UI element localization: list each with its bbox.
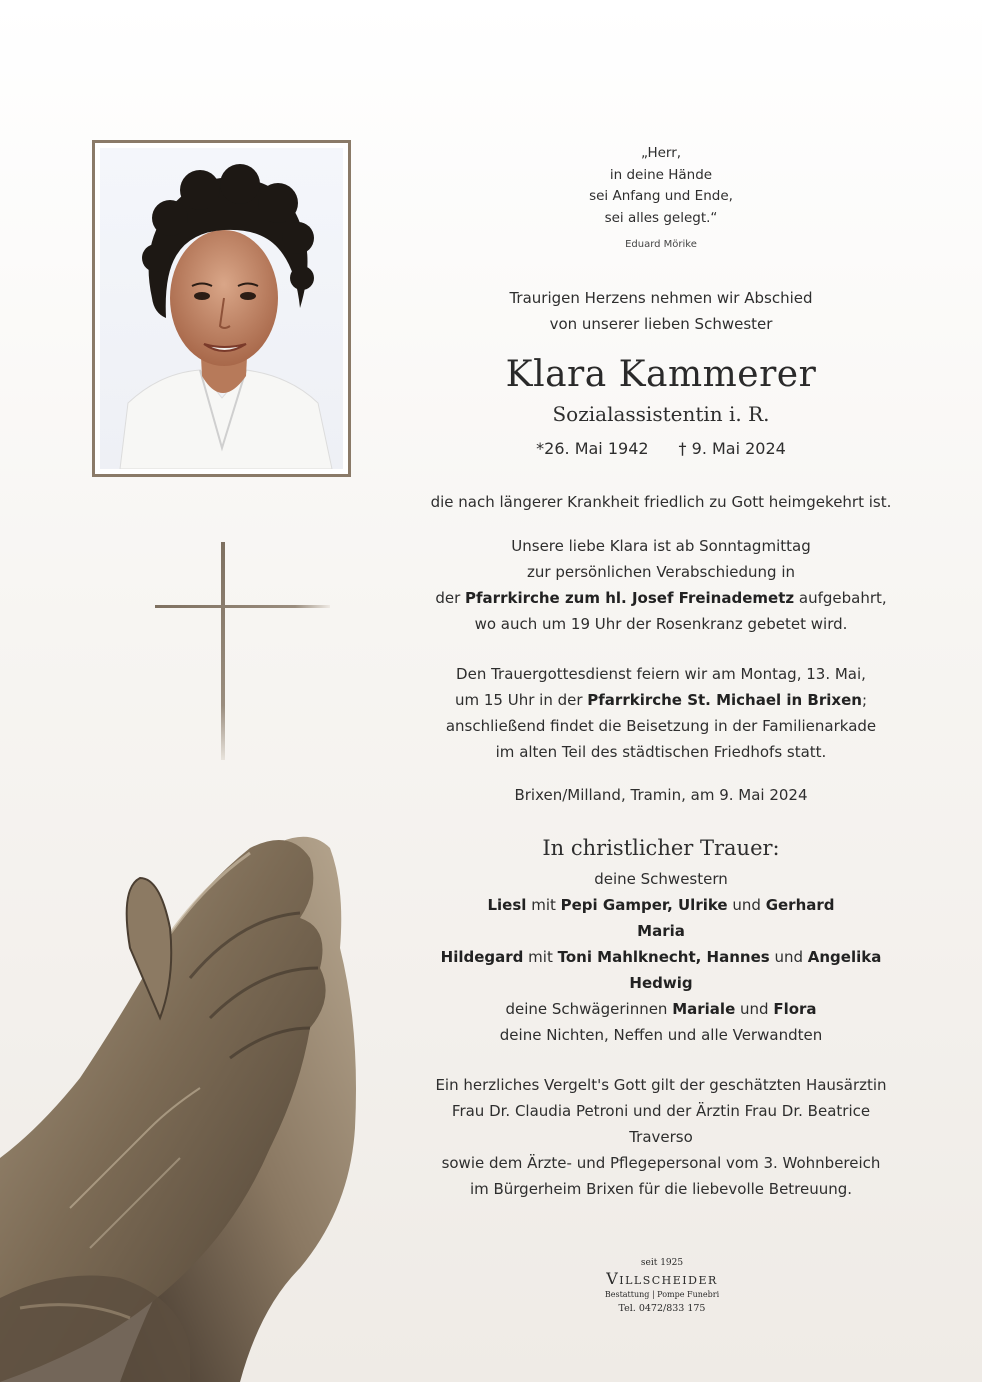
logo-subtitle: Bestattung | Pompe Funebri bbox=[604, 1290, 720, 1299]
funeral-line: im alten Teil des städtischen Friedhofs statt. bbox=[495, 743, 827, 761]
intro-text bbox=[420, 285, 902, 337]
mourner-connector: und bbox=[727, 896, 766, 914]
life-dates bbox=[420, 436, 902, 462]
wake-line: zur persönlichen Verabschiedung in bbox=[527, 563, 795, 581]
thanks-line: sowie dem Ärzte- und Pflegepersonal vom 3. Wohnbereich bbox=[441, 1154, 881, 1172]
mourners-line bbox=[420, 944, 902, 970]
mourning-title: In christlicher Trauer: bbox=[542, 836, 780, 860]
wake-line: wo auch um 19 Uhr der Rosenkranz gebetet wird. bbox=[474, 615, 848, 633]
deceased-name: Klara Kammerer bbox=[505, 354, 817, 395]
mourner-connector: und bbox=[769, 948, 808, 966]
funeral-line bbox=[420, 687, 902, 713]
wake-line bbox=[420, 585, 902, 611]
quote-author: Eduard Mörike bbox=[625, 239, 697, 250]
thanks-line: Ein herzliches Vergelt's Gott gilt der geschätzten Hausärztin bbox=[435, 1076, 887, 1094]
mourner-name: Hedwig bbox=[629, 974, 693, 992]
mourner-connector: mit bbox=[523, 948, 558, 966]
funeral-text: ; bbox=[861, 691, 867, 709]
wake-church: Pfarrkirche zum hl. Josef Freinademetz bbox=[465, 589, 795, 607]
quote-line: sei Anfang und Ende, bbox=[589, 188, 733, 204]
mourner-name: Hildegard bbox=[440, 948, 524, 966]
funeral-info bbox=[420, 661, 902, 765]
portrait-photo bbox=[100, 148, 343, 469]
mourner-name: Toni Mahlknecht, Hannes bbox=[557, 948, 770, 966]
wake-info bbox=[420, 533, 902, 637]
mourner-name: Flora bbox=[773, 1000, 817, 1018]
funeral-home-logo bbox=[568, 1258, 756, 1317]
mourners-line bbox=[420, 918, 902, 944]
intro-line: Traurigen Herzens nehmen wir Abschied bbox=[509, 289, 813, 307]
mourner-connector: mit bbox=[526, 896, 561, 914]
logo-since: seit 1925 bbox=[640, 1258, 684, 1268]
mourner-name: Maria bbox=[637, 922, 685, 940]
quote-line: „Herr, bbox=[640, 145, 682, 161]
mourners-line: deine Nichten, Neffen und alle Verwandten bbox=[499, 1026, 823, 1044]
quote-block bbox=[420, 143, 902, 229]
mourner-name: Gerhard bbox=[765, 896, 835, 914]
portrait-photo-frame bbox=[92, 140, 351, 477]
funeral-line: anschließend findet die Beisetzung in der Familienarkade bbox=[445, 717, 877, 735]
wake-text: der bbox=[435, 589, 466, 607]
wake-text: aufgebahrt, bbox=[794, 589, 887, 607]
deceased-profession: Sozialassistentin i. R. bbox=[552, 402, 770, 426]
mourners-line bbox=[420, 996, 902, 1022]
mourner-name: Mariale bbox=[672, 1000, 736, 1018]
mourner-connector: und bbox=[735, 1000, 774, 1018]
logo-name-text: Villscheider bbox=[606, 1269, 718, 1288]
thanks-line: im Bürgerheim Brixen für die liebevolle Betreuung. bbox=[469, 1180, 853, 1198]
portrait-illustration bbox=[100, 148, 343, 469]
quote-line: in deine Hände bbox=[609, 166, 713, 183]
mourner-name: Liesl bbox=[487, 896, 527, 914]
mourners-line bbox=[420, 970, 902, 996]
cross-icon bbox=[155, 542, 330, 762]
thanks-text bbox=[420, 1072, 902, 1202]
mourners-line: deine Schwestern bbox=[594, 870, 728, 888]
mourners-list bbox=[420, 866, 902, 1048]
mourners-line bbox=[420, 892, 902, 918]
death-date: † 9. Mai 2024 bbox=[678, 439, 786, 458]
logo-phone: Tel. 0472/833 175 bbox=[618, 1303, 706, 1314]
mourner-name: Angelika bbox=[807, 948, 882, 966]
funeral-line: Den Trauergottesdienst feiern wir am Montag, 13. Mai, bbox=[456, 665, 866, 683]
intro-line: von unserer lieben Schwester bbox=[549, 315, 773, 333]
logo-name bbox=[568, 1269, 756, 1289]
praying-hands-icon bbox=[0, 828, 380, 1382]
quote-line: sei alles gelegt.“ bbox=[604, 209, 718, 226]
funeral-text: um 15 Uhr in der bbox=[454, 691, 588, 709]
departed-text: die nach längerer Krankheit friedlich zu Gott heimgekehrt ist. bbox=[430, 493, 892, 511]
place-date: Brixen/Milland, Tramin, am 9. Mai 2024 bbox=[514, 786, 808, 804]
birth-date: *26. Mai 1942 bbox=[536, 439, 649, 458]
mourner-connector: deine Schwägerinnen bbox=[505, 1000, 673, 1018]
thanks-line: Frau Dr. Claudia Petroni und der Ärztin Frau Dr. Beatrice Traverso bbox=[451, 1102, 871, 1146]
wake-line: Unsere liebe Klara ist ab Sonntagmittag bbox=[511, 537, 811, 555]
funeral-church: Pfarrkirche St. Michael in Brixen bbox=[587, 691, 862, 709]
mourner-name: Pepi Gamper, Ulrike bbox=[560, 896, 728, 914]
